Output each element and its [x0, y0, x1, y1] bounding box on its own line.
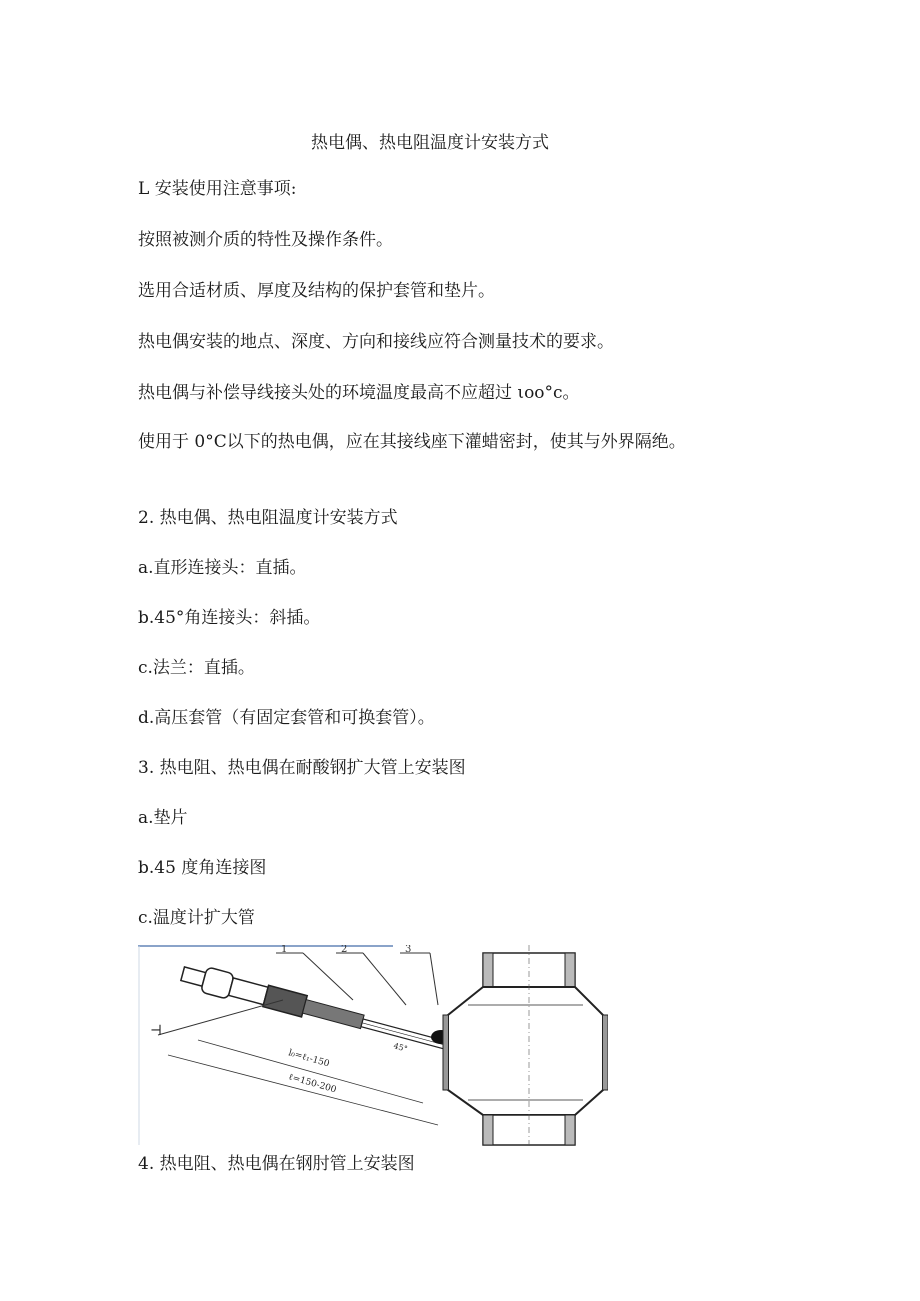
section-1-heading: L 安装使用注意事项:	[138, 179, 297, 199]
dimension-label: ℓ=150-200	[287, 1072, 338, 1096]
paragraph-line: 热电偶与补偿导线接头处的环境温度最高不应超过 ιoo°c。	[138, 383, 580, 403]
list-item: b.45 度角连接图	[138, 858, 267, 878]
document-title: 热电偶、热电阻温度计安装方式	[311, 133, 549, 153]
dimension-label: l₀=ℓ₁-150	[287, 1048, 331, 1070]
callout-label: 2	[341, 945, 348, 955]
list-item: c.法兰：直插。	[138, 658, 255, 678]
section-3-heading: 3. 热电阻、热电偶在耐酸钢扩大管上安装图	[138, 758, 466, 778]
callout-label: 1	[281, 945, 288, 955]
section-2-heading: 2. 热电偶、热电阻温度计安装方式	[138, 508, 398, 528]
diagram-svg	[138, 945, 608, 1148]
list-item: c.温度计扩大管	[138, 908, 255, 928]
callout-label: 3	[405, 945, 412, 955]
list-item: a.直形连接头：直插。	[138, 558, 307, 578]
section-mark-icon: ⊣	[150, 1023, 163, 1039]
enlarged-pipe	[443, 945, 608, 1148]
installation-diagram	[138, 945, 608, 1148]
list-item: b.45°角连接头：斜插。	[138, 608, 321, 628]
list-item: d.高压套管（有固定套管和可换套管）。	[138, 708, 435, 728]
paragraph-line: 使用于 0°C以下的热电偶，应在其接线座下灌蜡密封，使其与外界隔绝。	[138, 432, 686, 452]
paragraph-line: 按照被测介质的特性及操作条件。	[138, 230, 393, 250]
angle-label: 45°	[392, 1041, 409, 1054]
list-item: a.垫片	[138, 808, 188, 828]
section-4-heading: 4. 热电阻、热电偶在钢肘管上安装图	[138, 1154, 415, 1174]
paragraph-line: 选用合适材质、厚度及结构的保护套管和垫片。	[138, 281, 495, 301]
paragraph-line: 热电偶安装的地点、深度、方向和接线应符合测量技术的要求。	[138, 332, 614, 352]
